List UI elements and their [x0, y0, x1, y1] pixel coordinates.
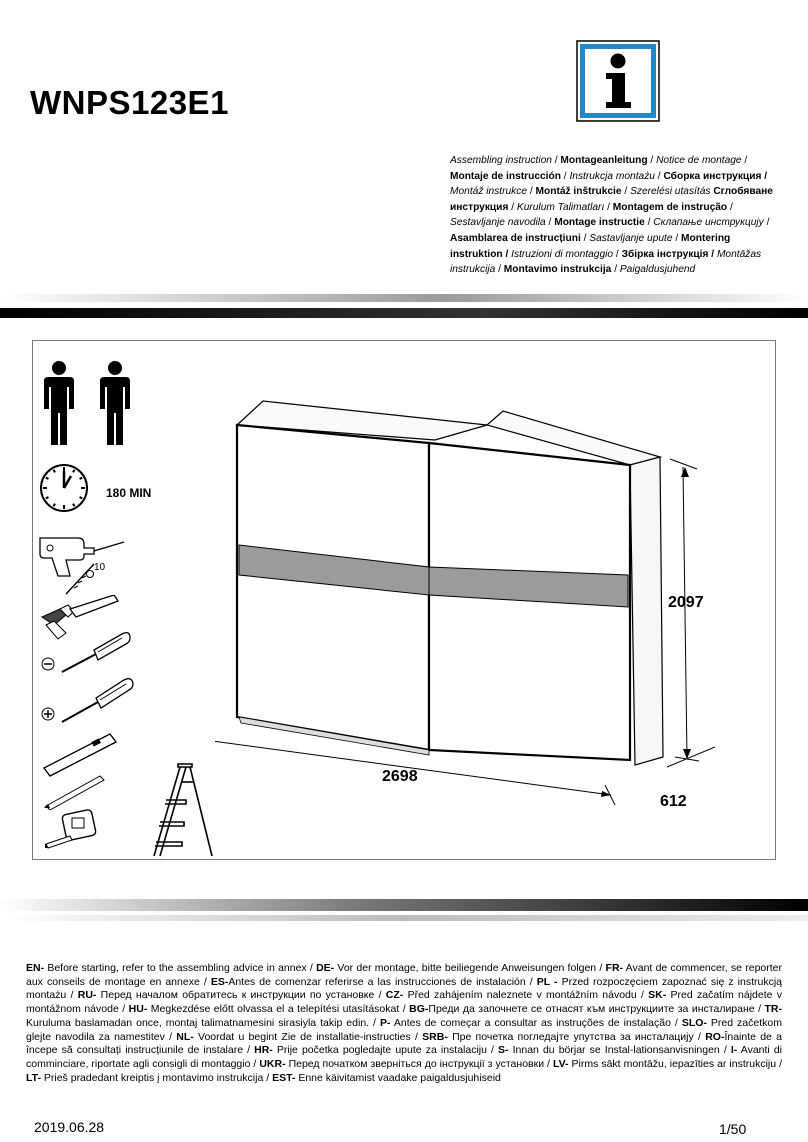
flathead-screwdriver-icon: [40, 628, 132, 676]
notice-text: Antes de comenzar referirse a las instrucciones de instalación /: [228, 975, 537, 988]
language-title-segment: Sastavljanje upute: [589, 232, 673, 244]
language-title-segment: Сборка инструкция /: [663, 170, 768, 182]
language-title-segment: /: [741, 155, 748, 166]
notice-text: Prije početka pogledajte upute za instalaciju /: [272, 1044, 499, 1057]
notice-text: Преди да започнете се отнасят към инструкциите за инсталиране /: [428, 1003, 765, 1016]
language-titles: [450, 153, 780, 278]
notice-language-code: EN-: [26, 962, 45, 974]
multilingual-notice: [26, 962, 782, 1085]
dimension-height: 2097: [668, 594, 704, 611]
language-title-segment: Instrukcja montażu: [569, 170, 655, 182]
language-title-segment: /: [508, 201, 517, 213]
language-title-segment: /: [644, 217, 654, 229]
language-title-segment: /: [495, 264, 504, 276]
notice-language-code: CZ-: [385, 989, 404, 1002]
notice-text: Prieš pradedant kreiptis į montavimo instrukcija /: [40, 1071, 273, 1084]
language-title-segment: /: [763, 217, 770, 229]
language-title-segment: /: [551, 155, 561, 166]
language-title-segment: /: [654, 170, 664, 182]
language-title-segment: /: [527, 186, 536, 198]
notice-language-code: RU-: [77, 989, 97, 1002]
notice-text: Before starting, refer to the assembling advice in annex /: [44, 962, 317, 974]
notice-language-code: RO-: [705, 1030, 725, 1043]
language-title-segment: Montáž instrukce: [450, 186, 528, 198]
notice-language-code: LV-: [552, 1057, 569, 1070]
bottom-divider-band: [0, 895, 808, 923]
notice-language-code: HR-: [254, 1044, 273, 1057]
language-title-segment: Assembling instruction: [450, 155, 552, 166]
document-date: 2019.06.28: [34, 1119, 105, 1135]
notice-language-code: UKR-: [259, 1057, 286, 1070]
notice-language-code: FR-: [605, 962, 624, 974]
notice-text: Пре почетка погледајте упутства за инсталацију /: [447, 1030, 706, 1043]
language-title-segment: Збірка інструкція /: [621, 248, 715, 260]
language-title-segment: /: [613, 248, 622, 260]
language-title-segment: Montāžas instrukcija: [450, 248, 762, 276]
dimension-width: 2698: [382, 768, 418, 785]
language-title-segment: /: [672, 232, 682, 244]
language-title-segment: Montaje de instrucción: [450, 170, 561, 182]
two-persons-icon: [40, 360, 136, 448]
tape-measure-icon: [42, 804, 106, 852]
language-title-segment: Sestavljanje navodila: [450, 217, 546, 229]
notice-language-code: P-: [379, 1016, 391, 1029]
notice-text: Pred začatím nájdete v montážnom návode /: [26, 989, 782, 1016]
notice-language-code: SK-: [648, 989, 667, 1002]
notice-text: Avant de commencer, se reporter aux conseils de montage en annexe /: [26, 962, 782, 988]
document-title: WNPS123E1: [30, 84, 229, 121]
wardrobe-illustration: [215, 395, 715, 815]
notice-text: Перед началом обратитесь к инструкции по установке /: [96, 989, 386, 1002]
language-title-segment: Montavimo instrukcija: [503, 264, 612, 276]
language-title-segment: Montagem de instrução: [612, 201, 728, 213]
notice-text: Pirms sākt montāžu, iepazīties ar instrukciju /: [568, 1057, 782, 1070]
notice-language-code: NL-: [176, 1030, 194, 1043]
notice-text: Vor der montage, bitte beiliegende Anweisungen folgen /: [334, 962, 606, 974]
notice-language-code: EST-: [272, 1071, 296, 1084]
language-title-segment: Склапање инструкцију: [653, 217, 764, 229]
notice-text: Voordat u begint Zie de installatie-instructies /: [193, 1030, 423, 1043]
phillips-screwdriver-icon: [40, 670, 136, 726]
language-title-segment: /: [560, 170, 570, 182]
notice-text: Megkezdése előtt olvassa el a telepítési utasításokat /: [147, 1003, 410, 1016]
language-title-segment: Asamblarea de instrucțiuni: [450, 232, 581, 244]
clock-icon: [38, 462, 90, 514]
notice-text: Před zahájením naleznete v montážním návodu /: [403, 989, 649, 1002]
notice-text: Înainte de a începe să consultați instrucțiunile de instalare /: [26, 1030, 782, 1057]
notice-text: Enne käivitamist vaadake paigaldusjuhiseid: [295, 1071, 501, 1084]
page-number: 1/50: [719, 1121, 747, 1137]
language-title-segment: Montáž inštrukcie: [535, 186, 622, 198]
language-title-segment: /: [647, 155, 657, 166]
notice-text: Antes de começar a consultar as instruções de instalação /: [390, 1016, 682, 1029]
notice-language-code: DE-: [316, 962, 335, 974]
notice-language-code: SLO-: [681, 1016, 707, 1029]
language-title-segment: /: [545, 217, 555, 229]
language-title-segment: Notice de montage: [656, 155, 742, 166]
language-title-segment: Kurulum Talimatları: [516, 201, 605, 213]
notice-text: Перед початком зверніться до інструкції з установки /: [285, 1057, 553, 1070]
language-title-segment: Szerelési utasítás: [630, 186, 711, 198]
language-title-segment: Istruzioni di montaggio: [511, 248, 614, 260]
notice-text: Pred začetkom glejte navodila za namestitev /: [26, 1016, 782, 1043]
dimension-depth: 612: [660, 793, 687, 810]
notice-language-code: HU-: [128, 1003, 148, 1016]
top-divider-band: [0, 292, 808, 320]
notice-language-code: I-: [730, 1044, 738, 1057]
notice-text: Kuruluma baslamadan once, montaj talimatnamesini sirasiyla takip edin. /: [26, 1016, 380, 1029]
language-title-segment: /: [621, 186, 631, 198]
drill-bit-size: 10: [94, 562, 106, 573]
notice-language-code: SRB-: [422, 1030, 448, 1043]
language-title-segment: Montage instructie: [554, 217, 645, 229]
notice-text: Avanti di comminciare, riportate agli consigli di montaggio /: [26, 1044, 782, 1070]
notice-language-code: BG-: [409, 1003, 429, 1016]
notice-language-code: S-: [498, 1044, 509, 1057]
language-title-segment: /: [727, 201, 733, 213]
language-title-segment: Paigaldusjuhend: [619, 264, 696, 276]
notice-language-code: PL -: [536, 975, 558, 988]
notice-text: Innan du börjar se Instal-lationsanvisningen /: [508, 1044, 731, 1057]
language-title-segment: Montageanleitung: [560, 155, 648, 166]
notice-language-code: LT-: [26, 1071, 41, 1084]
language-title-segment: /: [580, 232, 590, 244]
info-icon: [576, 40, 660, 122]
language-title-segment: Montering instruktion /: [450, 232, 731, 260]
language-title-segment: /: [604, 201, 613, 213]
stepladder-icon: [148, 762, 218, 860]
drill-bit-icon: [64, 558, 114, 596]
notice-language-code: TR-: [764, 1003, 782, 1016]
language-title-segment: Сглобяване инструкция: [450, 186, 773, 213]
assembly-time: 180 MIN: [106, 486, 152, 500]
notice-text: Przed rozpoczęciem zapoznać się z instrukcją montażu /: [26, 975, 782, 1002]
notice-language-code: ES-: [210, 975, 229, 988]
language-title-segment: /: [611, 264, 620, 276]
